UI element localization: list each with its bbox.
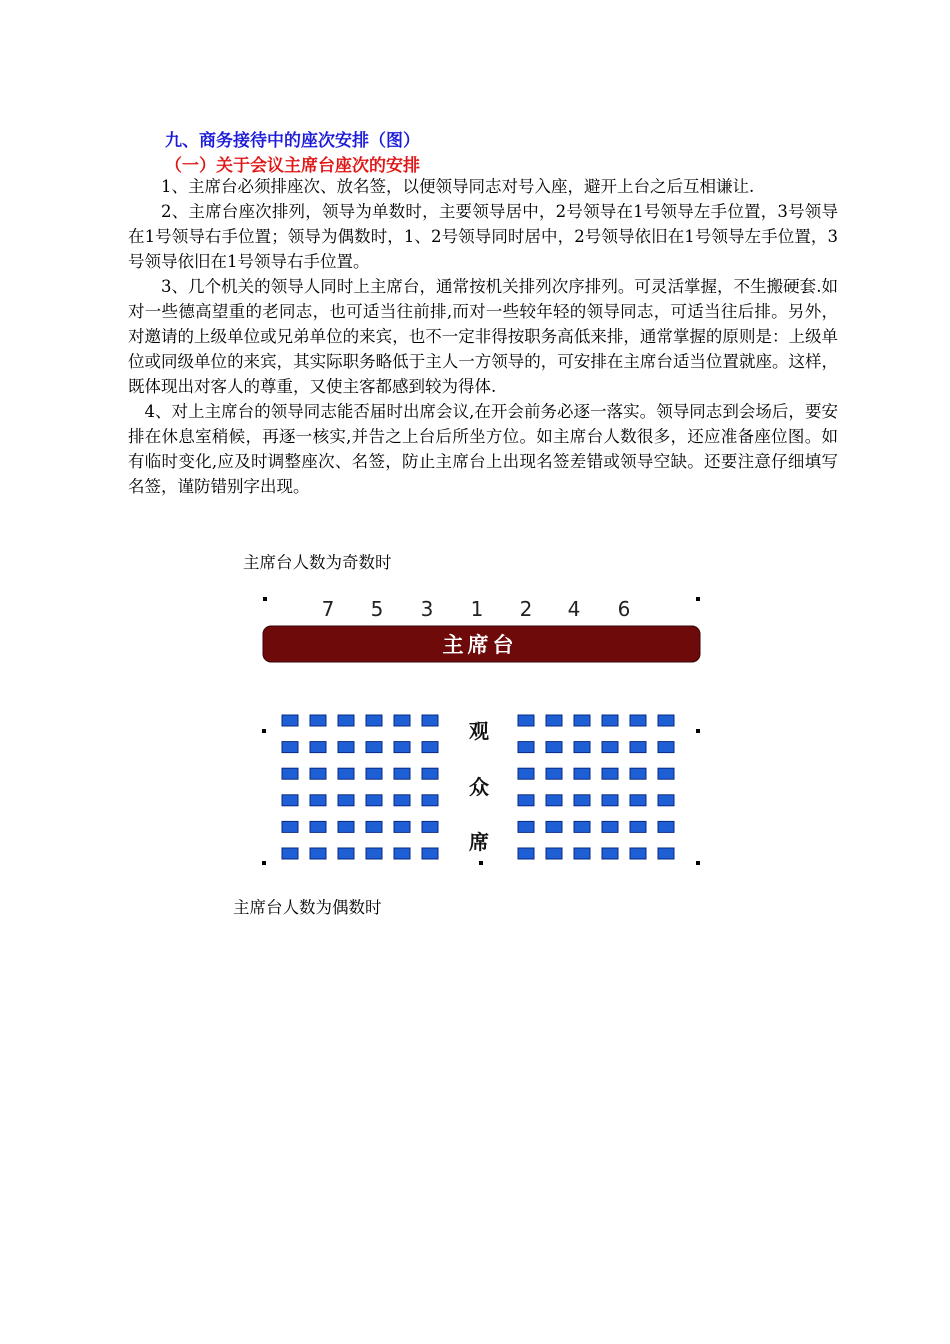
corner-marker-bottom-center bbox=[479, 861, 483, 865]
audience-seat-left bbox=[394, 715, 410, 726]
audience-seat-left bbox=[310, 768, 326, 779]
audience-seat-right bbox=[574, 742, 590, 753]
audience-seat-right bbox=[574, 821, 590, 832]
audience-seat-left bbox=[338, 848, 354, 859]
paragraph-4: 4、对上主席台的领导同志能否届时出席会议,在开会前务必逐一落实。领导同志到会场后，要安排在休息室稍候，再逐一核实,并告之上台后所坐方位。如主席台人数很多，还应准备座位图。如有临时变化,应及时调整座次、名签，防止主席台上出现名签差错或领导空缺。还要注意仔细填写名签，谨防错别字出现。 bbox=[128, 402, 838, 496]
audience-seat-left bbox=[282, 821, 298, 832]
audience-seat-right bbox=[630, 768, 646, 779]
dais-label: 主席台 bbox=[442, 633, 518, 657]
audience-seat-left bbox=[338, 768, 354, 779]
audience-seat-left bbox=[422, 795, 438, 806]
audience-seat-left bbox=[310, 848, 326, 859]
seat-number: 3 bbox=[420, 597, 434, 621]
audience-seat-right bbox=[546, 848, 562, 859]
audience-seat-left bbox=[422, 742, 438, 753]
audience-seat-right bbox=[518, 795, 534, 806]
audience-seat-right bbox=[602, 848, 618, 859]
audience-seat-left bbox=[282, 715, 298, 726]
audience-seat-left bbox=[338, 795, 354, 806]
audience-seat-right bbox=[602, 715, 618, 726]
audience-seat-right bbox=[518, 848, 534, 859]
audience-seat-left bbox=[422, 821, 438, 832]
audience-seat-left bbox=[282, 768, 298, 779]
corner-marker-bottom-right bbox=[696, 861, 700, 865]
audience-seat-right bbox=[602, 768, 618, 779]
audience-seat-right bbox=[546, 821, 562, 832]
audience-seat-left bbox=[310, 715, 326, 726]
seat-number: 6 bbox=[617, 597, 631, 621]
seating-diagram bbox=[255, 588, 705, 873]
seat-number: 1 bbox=[470, 597, 484, 621]
audience-seat-right bbox=[574, 768, 590, 779]
audience-seat-left bbox=[366, 768, 382, 779]
seat-number: 7 bbox=[321, 597, 335, 621]
audience-seat-right bbox=[658, 742, 674, 753]
audience-seat-left bbox=[366, 848, 382, 859]
audience-label-char: 观 bbox=[469, 719, 489, 743]
audience-seat-right bbox=[574, 848, 590, 859]
audience-seat-right bbox=[546, 742, 562, 753]
corner-marker-mid-right bbox=[696, 729, 700, 733]
subsection-title: （一）关于会议主席台座次的安排 bbox=[165, 156, 420, 176]
seat-number-row bbox=[322, 597, 631, 621]
corner-marker-mid-left bbox=[262, 729, 266, 733]
audience-label-char: 众 bbox=[469, 775, 489, 799]
caption-odd: 主席台人数为奇数时 bbox=[243, 553, 392, 572]
audience-seat-left bbox=[310, 742, 326, 753]
audience-seat-left bbox=[282, 795, 298, 806]
section-title: 九、商务接待中的座次安排（图） bbox=[165, 131, 420, 151]
caption-even: 主席台人数为偶数时 bbox=[233, 898, 382, 917]
paragraph-3: 3、几个机关的领导人同时上主席台，通常按机关排列次序排列。可灵活掌握，不生搬硬套.如对一些德高望重的老同志，也可适当往前排,而对一些较年轻的领导同志，可适当往后排。另外，对邀请的上级单位或兄弟单位的来宾，也不一定非得按职务高低来排，通常掌握的原则是：上级单位或同级单位的来宾，其实际职务略低于主人一方领导的，可安排在主席台适当位置就座。这样，既体现出对客人的尊重，又使主客都感到较为得体. bbox=[128, 277, 838, 396]
audience-seat-right bbox=[546, 768, 562, 779]
paragraph-2: 2、主席台座次排列，领导为单数时，主要领导居中，2号领导在1号领导左手位置，3号领导在1号领导右手位置；领导为偶数时，1、2号领导同时居中，2号领导依旧在1号领导左手位置，3号领导依旧在1号领导右手位置。 bbox=[128, 202, 838, 271]
paragraph-1: 1、主席台必须排座次、放名签，以便领导同志对号入座，避开上台之后互相谦让. bbox=[161, 177, 755, 196]
audience-seat-left bbox=[338, 742, 354, 753]
audience-seat-right bbox=[574, 795, 590, 806]
audience-seat-left bbox=[366, 715, 382, 726]
audience-seat-right bbox=[658, 795, 674, 806]
audience-seat-left bbox=[366, 821, 382, 832]
audience-seat-left bbox=[394, 742, 410, 753]
audience-seat-right bbox=[518, 821, 534, 832]
audience-seat-right bbox=[546, 715, 562, 726]
audience-seat-right bbox=[546, 795, 562, 806]
audience-seat-right bbox=[630, 742, 646, 753]
seat-number: 2 bbox=[519, 597, 533, 621]
audience-seat-left bbox=[310, 795, 326, 806]
audience-seat-right bbox=[602, 821, 618, 832]
seat-number: 5 bbox=[370, 597, 384, 621]
audience-seat-right bbox=[574, 715, 590, 726]
audience-seat-right bbox=[630, 848, 646, 859]
audience-seat-left bbox=[422, 848, 438, 859]
audience-seat-left bbox=[422, 768, 438, 779]
audience-seat-right bbox=[658, 848, 674, 859]
audience-seat-right bbox=[630, 821, 646, 832]
audience-seat-left bbox=[394, 821, 410, 832]
audience-seat-left bbox=[366, 742, 382, 753]
audience-seat-right bbox=[658, 715, 674, 726]
audience-seat-right bbox=[602, 742, 618, 753]
audience-seat-left bbox=[394, 768, 410, 779]
audience-seat-right bbox=[658, 768, 674, 779]
audience-seat-left bbox=[338, 715, 354, 726]
audience-seat-left bbox=[394, 848, 410, 859]
corner-marker-bottom-left bbox=[262, 861, 266, 865]
audience-seat-left bbox=[422, 715, 438, 726]
audience-seat-right bbox=[518, 742, 534, 753]
audience-seat-right bbox=[630, 715, 646, 726]
seat-number: 4 bbox=[567, 597, 581, 621]
audience-seat-left bbox=[366, 795, 382, 806]
audience-label-char: 席 bbox=[469, 830, 489, 854]
audience-seat-left bbox=[310, 821, 326, 832]
body-text bbox=[128, 174, 838, 499]
audience-seat-right bbox=[630, 795, 646, 806]
audience-seat-left bbox=[282, 742, 298, 753]
audience-seat-left bbox=[282, 848, 298, 859]
audience-seat-right bbox=[518, 768, 534, 779]
audience-seat-right bbox=[658, 821, 674, 832]
audience-seat-left bbox=[338, 821, 354, 832]
audience-seat-right bbox=[518, 715, 534, 726]
corner-marker-top-right bbox=[696, 597, 700, 601]
corner-marker-top-left bbox=[263, 597, 267, 601]
audience-seat-left bbox=[394, 795, 410, 806]
audience-seat-right bbox=[602, 795, 618, 806]
